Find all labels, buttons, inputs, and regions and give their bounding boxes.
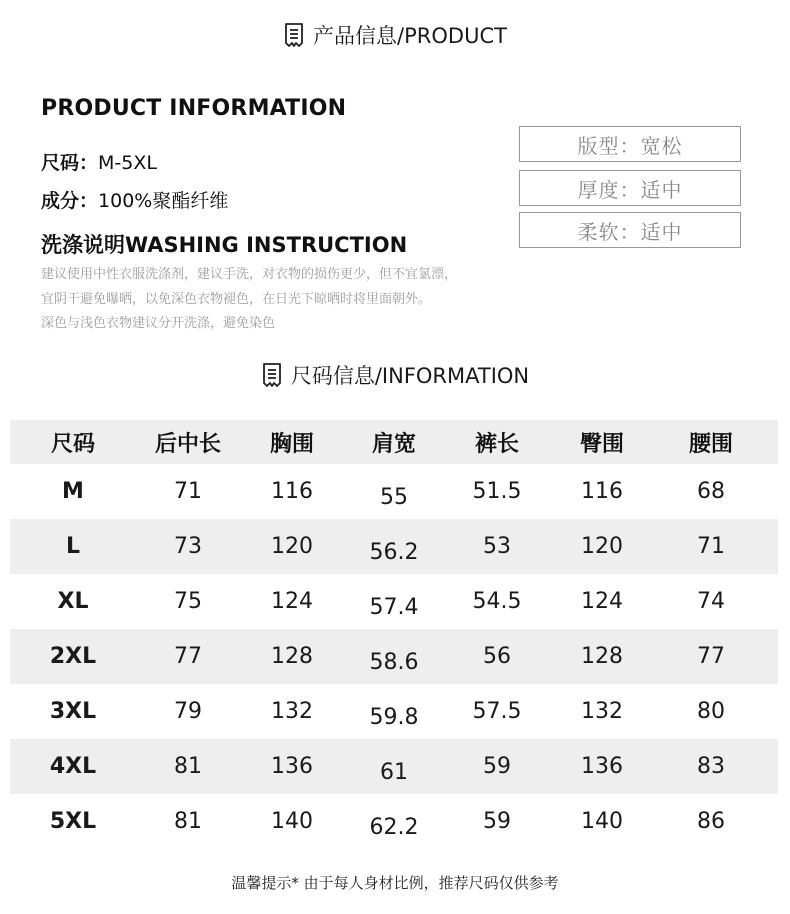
- table-cell: 79: [174, 699, 202, 724]
- table-cell: 56: [483, 644, 511, 669]
- fit-attribute-box: 版型：宽松: [519, 126, 741, 162]
- table-row: [10, 464, 778, 519]
- column-header: 臀围: [579, 431, 624, 457]
- washing-instruction-line: 建议使用中性衣服洗涤剂，建议手洗，对衣物的损伤更少，但不宜氯漂，: [41, 267, 458, 282]
- table-cell: 124: [271, 589, 313, 614]
- size-section-title: 尺码信息/INFORMATION: [290, 364, 530, 388]
- size-cell: XL: [57, 589, 89, 614]
- table-cell: 59: [483, 754, 511, 779]
- column-header: 裤长: [474, 431, 519, 457]
- table-cell: 58.6: [369, 650, 419, 675]
- table-cell: 54.5: [472, 589, 522, 614]
- table-cell: 80: [697, 699, 725, 724]
- table-cell: 71: [697, 534, 725, 559]
- table-cell: 51.5: [472, 479, 522, 504]
- table-cell: 62.2: [369, 815, 419, 840]
- thickness-attribute-box: 厚度：适中: [519, 170, 741, 206]
- table-row: [10, 739, 778, 794]
- size-label: 尺码：: [41, 152, 99, 174]
- column-header: 尺码: [50, 431, 95, 457]
- size-value: M-5XL: [98, 152, 157, 174]
- composition-row: [41, 186, 228, 213]
- table-cell: 56.2: [369, 540, 419, 565]
- table-row: [10, 574, 778, 629]
- table-cell: 68: [697, 479, 725, 504]
- table-cell: 81: [174, 809, 202, 834]
- washing-instruction-title: 洗涤说明WASHING INSTRUCTION: [41, 233, 408, 257]
- column-header: 腰围: [688, 431, 733, 457]
- column-header: 后中长: [154, 431, 221, 457]
- composition-label: 成分：: [41, 190, 99, 212]
- table-cell: 73: [174, 534, 202, 559]
- column-header: 胸围: [269, 431, 314, 457]
- table-cell: 81: [174, 754, 202, 779]
- size-section-heading: [0, 360, 790, 390]
- table-cell: 120: [581, 534, 623, 559]
- size-range-row: [41, 148, 157, 175]
- table-cell: 132: [581, 699, 623, 724]
- table-cell: 53: [483, 534, 511, 559]
- document-list-icon: [261, 363, 283, 387]
- table-cell: 71: [174, 479, 202, 504]
- table-cell: 140: [581, 809, 623, 834]
- softness-attribute-box: 柔软：适中: [519, 212, 741, 248]
- table-cell: 57.4: [369, 595, 419, 620]
- washing-instruction-line: 宜阴干避免曝晒，以免深色衣物褪色，在日光下晾晒时将里面朝外。: [41, 292, 432, 307]
- table-cell: 124: [581, 589, 623, 614]
- table-header-row: [10, 420, 778, 464]
- table-cell: 59.8: [369, 705, 419, 730]
- table-cell: 136: [581, 754, 623, 779]
- product-section-title: 产品信息/PRODUCT: [313, 24, 507, 48]
- table-cell: 120: [271, 534, 313, 559]
- table-row: [10, 794, 778, 849]
- size-table: [10, 420, 778, 849]
- table-cell: 59: [483, 809, 511, 834]
- table-cell: 128: [271, 644, 313, 669]
- table-cell: 116: [271, 479, 313, 504]
- table-cell: 116: [581, 479, 623, 504]
- table-cell: 74: [697, 589, 725, 614]
- table-cell: 55: [380, 485, 408, 510]
- size-cell: 3XL: [49, 699, 97, 724]
- table-cell: 136: [271, 754, 313, 779]
- table-row: [10, 684, 778, 739]
- size-cell: 4XL: [49, 754, 97, 779]
- composition-value: 100%聚酯纤维: [98, 190, 229, 212]
- product-section-heading: [0, 20, 790, 50]
- sizing-tip-note: 温馨提示* 由于每人身材比例，推荐尺码仅供参考: [231, 874, 559, 892]
- table-cell: 140: [271, 809, 313, 834]
- table-cell: 75: [174, 589, 202, 614]
- table-cell: 128: [581, 644, 623, 669]
- size-cell: 5XL: [49, 809, 97, 834]
- table-cell: 61: [380, 760, 408, 785]
- table-cell: 57.5: [472, 699, 522, 724]
- table-row: [10, 519, 778, 574]
- table-cell: 83: [697, 754, 725, 779]
- table-cell: 77: [174, 644, 202, 669]
- table-cell: 86: [697, 809, 725, 834]
- size-cell: 2XL: [49, 644, 97, 669]
- column-header: 肩宽: [371, 431, 416, 457]
- table-row: [10, 629, 778, 684]
- size-cell: L: [65, 534, 81, 559]
- table-cell: 77: [697, 644, 725, 669]
- product-information-title: PRODUCT INFORMATION: [41, 96, 347, 121]
- table-cell: 132: [271, 699, 313, 724]
- size-cell: M: [62, 479, 84, 504]
- document-list-icon: [283, 23, 305, 47]
- washing-instruction-line: 深色与浅色衣物建议分开洗涤，避免染色: [41, 316, 276, 331]
